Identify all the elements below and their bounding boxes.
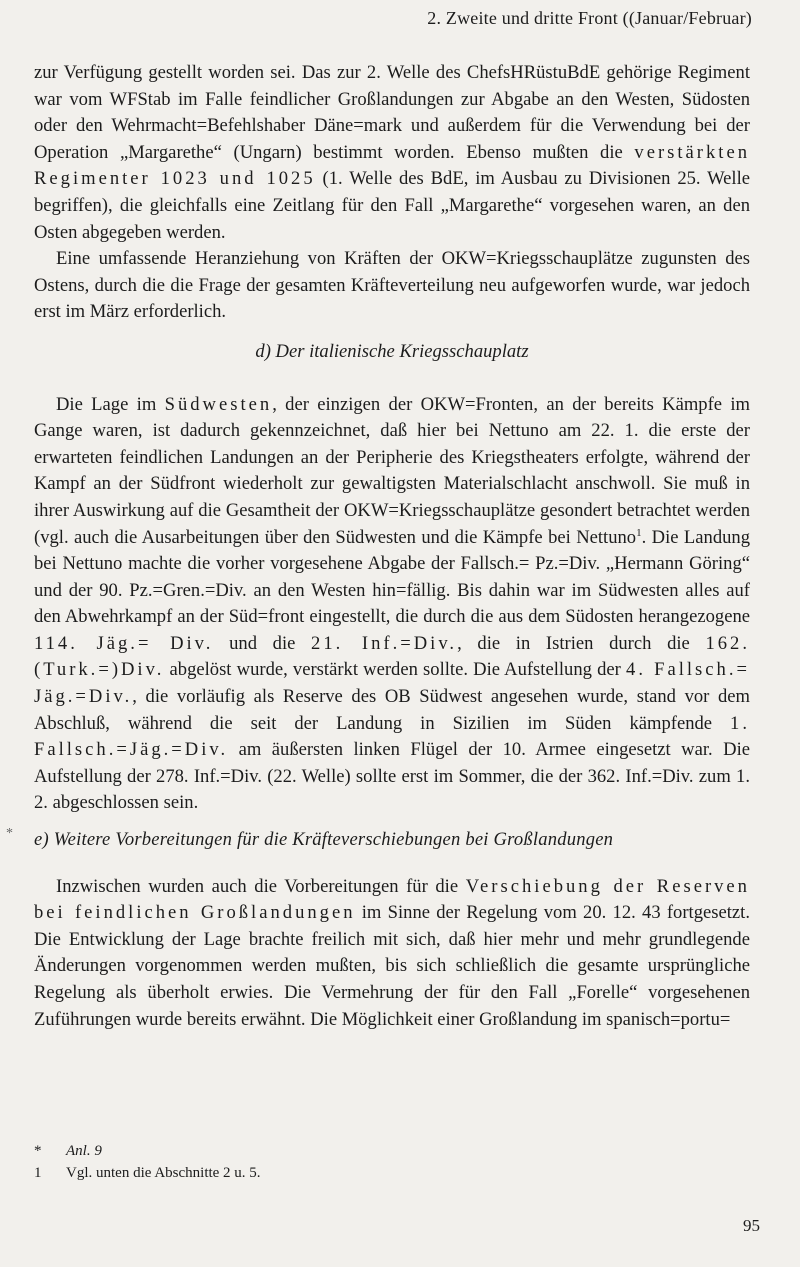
footnote — [34, 1140, 734, 1162]
paragraph-4: Inzwischen wurden auch die Vorbereitungen für die Verschiebung der Reserven bei feindlichen Großlandungen im Sinne der Regelung vom 20. 12. 43 fortgesetzt. Die Entwicklung der Lage brachte freilich mit sich, daß hier mehr und mehr grundlegende Änderungen vorgenommen werden mußten, bis sich schließlich die gesamte ursprüngliche Regelung als überholt erwies. Die Vermehrung der für den Fall „Forelle“ vorgesehenen Zuführungen wurde bereits erwähnt. Die Möglichkeit einer Großlandung im spanisch=portu= — [34, 875, 750, 1030]
margin-mark: * — [6, 826, 13, 841]
running-head: 2. Zweite und dritte Front ((Januar/Februar) — [427, 8, 752, 28]
footnote-text: Anl. 9 — [66, 1143, 102, 1159]
footnotes — [34, 1140, 734, 1184]
page-number: 95 — [743, 1216, 760, 1235]
body-text — [34, 60, 750, 1033]
section-heading-d: d) Der italienische Kriegsschauplatz — [255, 340, 529, 362]
section-heading-e: e) Weitere Vorbereitungen für die Kräfteverschiebungen bei Großlandungen — [34, 829, 614, 851]
footnote-ref-1[interactable]: 1 — [636, 526, 642, 539]
footnote-mark: 1 — [34, 1165, 42, 1181]
footnote-text: Vgl. unten die Abschnitte 2 u. 5. — [66, 1165, 261, 1181]
paragraph-1: zur Verfügung gestellt worden sei. Das zur 2. Welle des ChefsHRüstuBdE gehörige Regiment war vom WFStab im Falle feindlicher Großlandungen zur Abgabe an den Westen, Südosten oder den Wehrmacht=Befehlshaber Däne=mark und außerdem für die Verwendung bei der Operation „Margarethe“ (Ungarn) bestimmt worden. Ebenso mußten die verstärkten Regimenter 1023 und 1025 (1. Welle des BdE, im Ausbau zu Divisionen 25. Welle begriffen), die gleichfalls eine Zeitlang für den Fall „Margarethe“ vorgesehen waren, an den Osten abgegeben werden. — [34, 62, 751, 243]
footnote-mark: * — [34, 1143, 42, 1159]
paragraph-2: Eine umfassende Heranziehung von Kräften der OKW=Kriegsschauplätze zugunsten des Ostens, durch die die Frage der gesamten Kräfteverteilung neu aufgeworfen wurde, war jedoch erst im März erforderlich. — [34, 248, 750, 323]
paragraph-3: Die Lage im Südwesten, der einzigen der OKW=Fronten, an der bereits Kämpfe im Gange waren, ist dadurch gekennzeichnet, daß hier bei Nettuno am 22. 1. die erste der erwarteten feindlichen Landungen an der Peripherie des Kriegstheaters erfolgte, während der Kampf an der Südfront wiederholt zur gewaltigsten Materialschlacht anschwoll. Sie muß in ihrer Auswirkung auf die Gesamtheit der OKW=Kriegsschauplätze gesondert betrachtet werden (vgl. auch die Ausarbeitungen über den Südwesten und die Kämpfe bei Nettuno$^1$. Die Landung bei Nettuno machte die vorher vorgesehene Abgabe der Fallsch.= Pz.=Div. „Hermann Göring“ und der 90. Pz.=Gren.=Div. an den Westen hin=fällig. Bis dahin war im Südwesten alles auf den Abwehrkampf an der Süd=front eingestellt, die durch die aus dem Südosten herangezogene 114. Jäg.= Div. und die 21. Inf.=Div., die in Istrien durch die 162. (Turk.=)Div. abgelöst wurde, verstärkt werden sollte. Die Aufstellung der 4. Fallsch.= Jäg.=Div., die vorläufig als Reserve des OB Südwest angesehen wurde, stand vor dem Abschluß, während die seit der Landung in Sizilien im Süden kämpfende 1. Fallsch.=Jäg.=Div. am äußersten linken Flügel der 10. Armee eingesetzt war. Die Aufstellung der 278. Inf.=Div. (22. Welle) sollte erst im Sommer, die der 362. Inf.=Div. zum 1. 2. abgeschlossen sein. — [34, 393, 751, 814]
footnote — [34, 1162, 734, 1184]
